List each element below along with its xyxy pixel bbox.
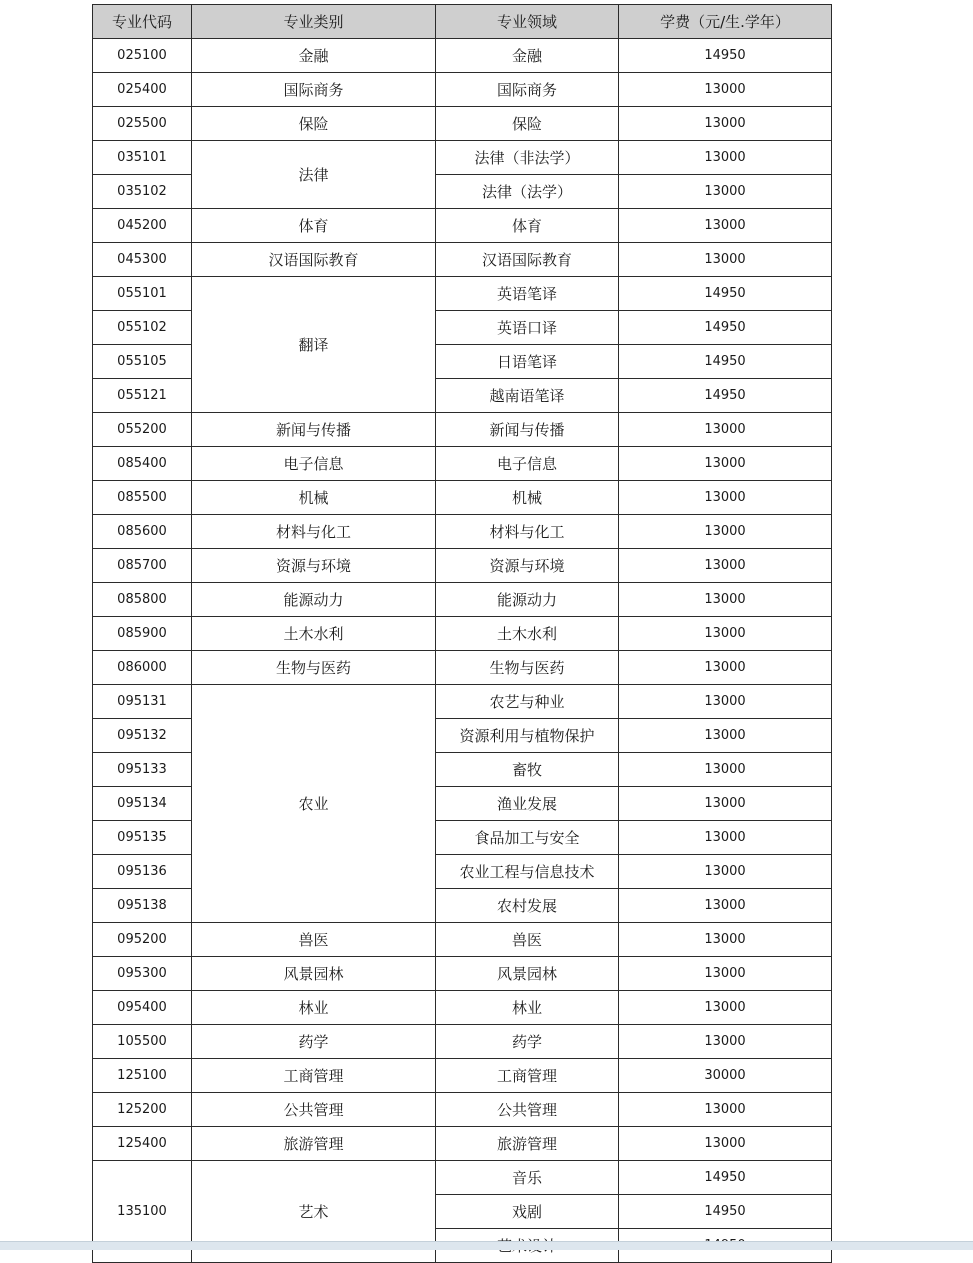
fee-cell: 14950 (619, 277, 832, 311)
category-cell: 法律 (192, 141, 436, 209)
field-cell: 国际商务 (436, 73, 619, 107)
code-cell: 035102 (93, 175, 192, 209)
category-cell: 资源与环境 (192, 549, 436, 583)
field-cell: 能源动力 (436, 583, 619, 617)
table-row (93, 277, 832, 311)
fee-cell: 14950 (619, 39, 832, 73)
category-cell: 材料与化工 (192, 515, 436, 549)
table-row (93, 583, 832, 617)
category-cell: 林业 (192, 991, 436, 1025)
fee-cell: 13000 (619, 549, 832, 583)
window-bottom-edge (0, 1241, 973, 1250)
field-cell: 农村发展 (436, 889, 619, 923)
field-cell: 英语口译 (436, 311, 619, 345)
code-cell: 025100 (93, 39, 192, 73)
table-row (93, 481, 832, 515)
table-row (93, 685, 832, 719)
fee-cell: 14950 (619, 379, 832, 413)
fee-cell: 13000 (619, 141, 832, 175)
code-cell: 085500 (93, 481, 192, 515)
code-cell: 125100 (93, 1059, 192, 1093)
code-cell: 085400 (93, 447, 192, 481)
code-cell: 105500 (93, 1025, 192, 1059)
code-cell: 055101 (93, 277, 192, 311)
fee-cell: 13000 (619, 923, 832, 957)
fee-cell: 30000 (619, 1059, 832, 1093)
category-cell: 兽医 (192, 923, 436, 957)
category-cell: 风景园林 (192, 957, 436, 991)
code-cell: 095136 (93, 855, 192, 889)
code-cell: 095300 (93, 957, 192, 991)
fee-cell: 13000 (619, 73, 832, 107)
fee-cell: 13000 (619, 889, 832, 923)
field-cell: 农艺与种业 (436, 685, 619, 719)
code-cell: 035101 (93, 141, 192, 175)
table-row (93, 1093, 832, 1127)
field-cell: 越南语笔译 (436, 379, 619, 413)
field-cell: 旅游管理 (436, 1127, 619, 1161)
fee-cell: 13000 (619, 175, 832, 209)
code-cell: 055200 (93, 413, 192, 447)
code-cell: 095135 (93, 821, 192, 855)
code-cell: 045200 (93, 209, 192, 243)
code-cell: 055105 (93, 345, 192, 379)
field-cell: 戏剧 (436, 1195, 619, 1229)
table-row (93, 39, 832, 73)
field-cell: 土木水利 (436, 617, 619, 651)
field-cell: 资源利用与植物保护 (436, 719, 619, 753)
field-cell: 资源与环境 (436, 549, 619, 583)
code-cell: 095132 (93, 719, 192, 753)
fee-cell: 14950 (619, 1195, 832, 1229)
table-row (93, 209, 832, 243)
fee-cell: 13000 (619, 1093, 832, 1127)
code-cell: 095200 (93, 923, 192, 957)
table-row (93, 107, 832, 141)
field-cell: 电子信息 (436, 447, 619, 481)
header-fee: 学费（元/生.学年） (619, 5, 832, 39)
field-cell: 新闻与传播 (436, 413, 619, 447)
code-cell: 086000 (93, 651, 192, 685)
fee-cell: 13000 (619, 957, 832, 991)
table-row (93, 957, 832, 991)
header-row (93, 5, 832, 39)
code-cell: 095131 (93, 685, 192, 719)
field-cell: 药学 (436, 1025, 619, 1059)
code-cell: 135100 (93, 1161, 192, 1263)
fee-cell: 13000 (619, 107, 832, 141)
header-field: 专业领域 (436, 5, 619, 39)
table-row (93, 447, 832, 481)
code-cell: 095133 (93, 753, 192, 787)
tuition-table-container (92, 4, 831, 1241)
category-cell: 体育 (192, 209, 436, 243)
fee-cell: 13000 (619, 583, 832, 617)
fee-cell: 13000 (619, 855, 832, 889)
category-cell: 艺术 (192, 1161, 436, 1263)
category-cell: 土木水利 (192, 617, 436, 651)
code-cell: 055102 (93, 311, 192, 345)
table-row (93, 1025, 832, 1059)
table-row (93, 651, 832, 685)
category-cell: 保险 (192, 107, 436, 141)
fee-cell: 13000 (619, 481, 832, 515)
table-row (93, 617, 832, 651)
code-cell: 095134 (93, 787, 192, 821)
tuition-table (92, 4, 832, 1263)
fee-cell: 13000 (619, 243, 832, 277)
fee-cell: 13000 (619, 991, 832, 1025)
category-cell: 电子信息 (192, 447, 436, 481)
category-cell: 药学 (192, 1025, 436, 1059)
code-cell: 025400 (93, 73, 192, 107)
field-cell: 渔业发展 (436, 787, 619, 821)
fee-cell: 13000 (619, 719, 832, 753)
table-row (93, 1127, 832, 1161)
field-cell: 音乐 (436, 1161, 619, 1195)
fee-cell: 13000 (619, 617, 832, 651)
category-cell: 国际商务 (192, 73, 436, 107)
table-row (93, 991, 832, 1025)
field-cell: 保险 (436, 107, 619, 141)
code-cell: 085900 (93, 617, 192, 651)
field-cell: 兽医 (436, 923, 619, 957)
field-cell: 公共管理 (436, 1093, 619, 1127)
code-cell: 085600 (93, 515, 192, 549)
table-row (93, 1161, 832, 1195)
field-cell: 日语笔译 (436, 345, 619, 379)
code-cell: 125400 (93, 1127, 192, 1161)
fee-cell: 13000 (619, 753, 832, 787)
field-cell: 材料与化工 (436, 515, 619, 549)
table-row (93, 923, 832, 957)
category-cell: 机械 (192, 481, 436, 515)
field-cell: 风景园林 (436, 957, 619, 991)
category-cell: 旅游管理 (192, 1127, 436, 1161)
field-cell: 畜牧 (436, 753, 619, 787)
fee-cell: 13000 (619, 1025, 832, 1059)
category-cell: 生物与医药 (192, 651, 436, 685)
field-cell: 金融 (436, 39, 619, 73)
category-cell: 金融 (192, 39, 436, 73)
field-cell: 林业 (436, 991, 619, 1025)
fee-cell: 13000 (619, 413, 832, 447)
table-row (93, 73, 832, 107)
table-row (93, 243, 832, 277)
field-cell: 食品加工与安全 (436, 821, 619, 855)
field-cell: 体育 (436, 209, 619, 243)
category-cell: 能源动力 (192, 583, 436, 617)
category-cell: 工商管理 (192, 1059, 436, 1093)
code-cell: 085700 (93, 549, 192, 583)
category-cell: 公共管理 (192, 1093, 436, 1127)
code-cell: 025500 (93, 107, 192, 141)
field-cell: 法律（法学） (436, 175, 619, 209)
fee-cell: 13000 (619, 685, 832, 719)
field-cell: 英语笔译 (436, 277, 619, 311)
category-cell: 翻译 (192, 277, 436, 413)
field-cell: 法律（非法学） (436, 141, 619, 175)
table-row (93, 413, 832, 447)
fee-cell: 13000 (619, 209, 832, 243)
fee-cell: 13000 (619, 1127, 832, 1161)
code-cell: 055121 (93, 379, 192, 413)
fee-cell: 13000 (619, 515, 832, 549)
field-cell: 机械 (436, 481, 619, 515)
header-category: 专业类别 (192, 5, 436, 39)
field-cell: 农业工程与信息技术 (436, 855, 619, 889)
category-cell: 汉语国际教育 (192, 243, 436, 277)
fee-cell: 13000 (619, 821, 832, 855)
table-row (93, 141, 832, 175)
code-cell: 095400 (93, 991, 192, 1025)
table-row (93, 1059, 832, 1093)
fee-cell: 13000 (619, 651, 832, 685)
field-cell: 工商管理 (436, 1059, 619, 1093)
table-row (93, 549, 832, 583)
category-cell: 农业 (192, 685, 436, 923)
field-cell: 汉语国际教育 (436, 243, 619, 277)
header-code: 专业代码 (93, 5, 192, 39)
code-cell: 085800 (93, 583, 192, 617)
fee-cell: 13000 (619, 447, 832, 481)
fee-cell: 13000 (619, 787, 832, 821)
fee-cell: 14950 (619, 311, 832, 345)
code-cell: 125200 (93, 1093, 192, 1127)
fee-cell: 14950 (619, 1161, 832, 1195)
category-cell: 新闻与传播 (192, 413, 436, 447)
code-cell: 095138 (93, 889, 192, 923)
field-cell: 生物与医药 (436, 651, 619, 685)
code-cell: 045300 (93, 243, 192, 277)
fee-cell: 14950 (619, 345, 832, 379)
table-row (93, 515, 832, 549)
